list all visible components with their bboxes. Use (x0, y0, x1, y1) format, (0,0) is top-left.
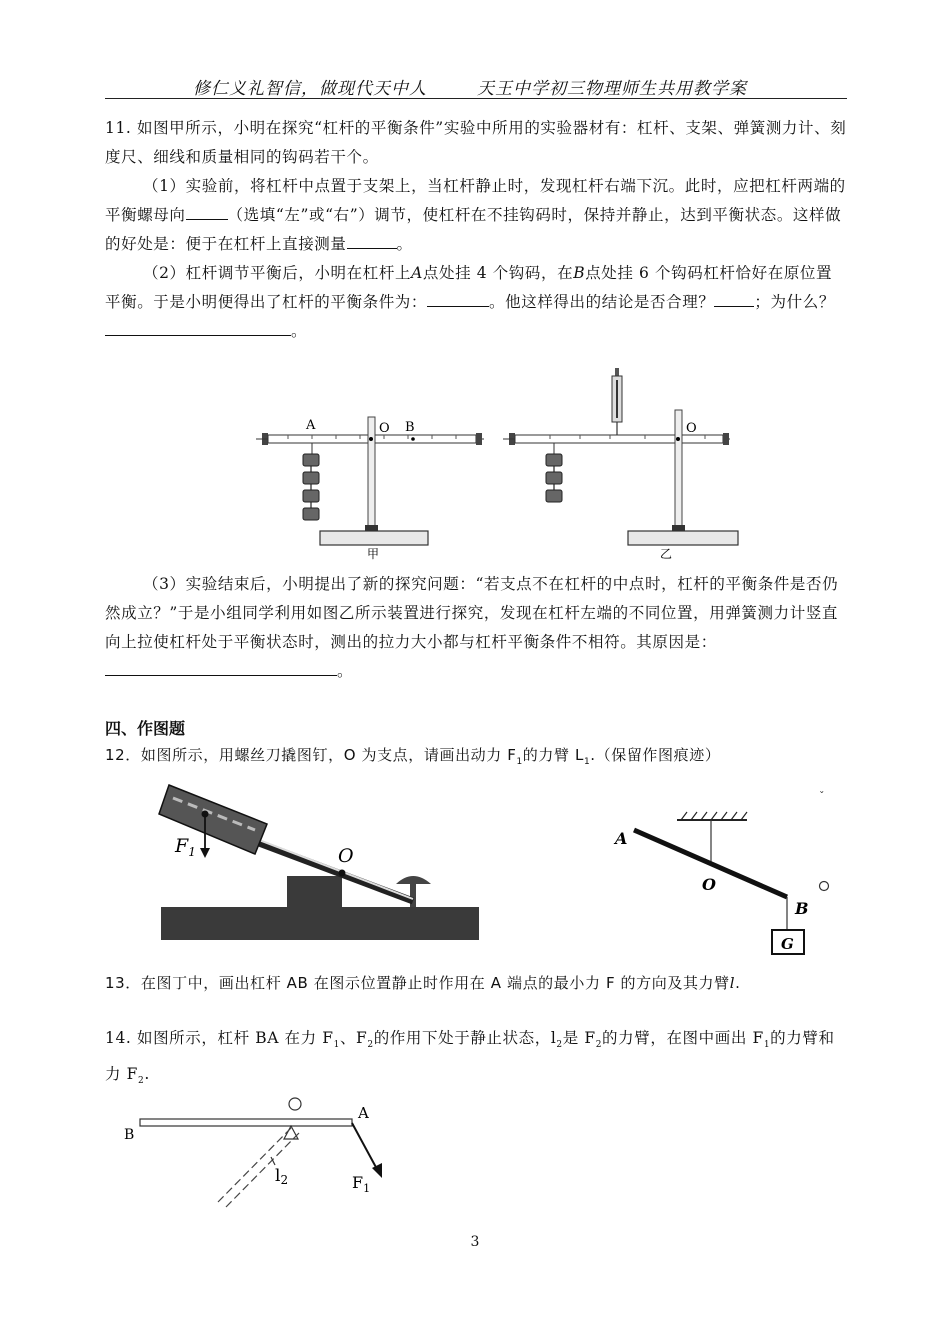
q11-p1-text-c: 。 (396, 235, 413, 253)
q14-t1: 14. 如图所示，杠杆 BA 在力 F (105, 1029, 334, 1047)
fig-label-o2: O (686, 421, 697, 436)
q11-blank-condition[interactable] (427, 292, 489, 307)
fig-label-b: B (405, 420, 415, 435)
fig-label-b-q14: B (124, 1127, 135, 1143)
q11-p2-text-b: 点处挂 4 个钩码，在 (422, 264, 574, 282)
q11-blank-measure[interactable] (347, 234, 397, 249)
fig-label-o: O (379, 421, 390, 436)
q11-blank-reason[interactable] (105, 661, 337, 676)
q11-part3 (105, 570, 847, 686)
q11-blank-direction[interactable] (186, 205, 228, 220)
hanging-lever-figure (605, 790, 845, 960)
fig-label-o-hang: O (702, 875, 716, 894)
q11-p2-text-d: 。他这样得出的结论是否合理？ (489, 293, 715, 311)
q11-part1 (105, 172, 847, 259)
q12-text-a: 12．如图所示，用螺丝刀撬图钉，O 为支点，请画出动力 F (105, 746, 517, 764)
q11-blank-why[interactable] (105, 321, 291, 336)
fig-label-a-hang: A (615, 829, 628, 848)
q11-p1-text-a: （1）实验前，将杠杆中点置于支架上，当杠杆静止时，发现杠杆右端下沉。此时，应把杠杆两端的平衡螺母向 (105, 177, 846, 224)
figure-yi (503, 368, 738, 561)
section-title: 四、作图题 (105, 719, 186, 738)
q14-lever-figure (120, 1090, 400, 1210)
q11-p3-text-a: （3）实验结束后，小明提出了新的探究问题：“若支点不在杠杆的中点时，杠杆的平衡条件是否仍然成立？”于是小组同学利用如图乙所示装置进行探究，发现在杠杆左端的不同位置，用弹簧测力计竖直向上拉使杠杆处于平衡状态时，测出的拉力大小都与杠杆平衡条件不相符。其原因是： (105, 575, 839, 651)
q11-p2-text-f: 。 (291, 322, 308, 340)
fig-label-g: G (781, 935, 794, 953)
q14-t7: . (144, 1065, 150, 1084)
q14-s1: 1 (333, 1040, 340, 1051)
svg-text:ˇ: ˇ (819, 790, 825, 803)
q14-t6: 的力臂和力 F (105, 1029, 835, 1084)
fig-label-a-q14: A (358, 1104, 369, 1122)
q14-s5: 1 (763, 1040, 771, 1051)
q14-s4: 2 (595, 1040, 603, 1051)
fig-label-jia: 甲 (367, 547, 380, 561)
q11-p1-text-b: （选填“左”或“右”）调节，使杠杆在不挂钩码时，保持并静止，达到平衡状态。这样做的好处是：便于在杠杆上直接测量 (105, 206, 842, 253)
q14-t2: 、F (339, 1029, 368, 1047)
header-motto: 修仁义礼智信，做现代天中人 (193, 79, 427, 99)
q12-text (105, 741, 847, 777)
q11-blank-reasonable[interactable] (714, 292, 754, 307)
fig-label-f1-q14: $F_1$ (352, 1173, 371, 1195)
q12-text-c: .（保留作图痕迹） (590, 746, 721, 764)
q14-t5: 的力臂，在图中画出 F (602, 1029, 764, 1047)
q13-text-main: 13．在图丁中，画出杠杆 AB 在图示位置静止时作用在 A 端点的最小力 F 的方向及其力臂 (105, 974, 730, 992)
screwdriver-figure (155, 780, 490, 945)
q12-sub-2: 1 (583, 757, 591, 767)
q12-text-b: 的力臂 L (522, 746, 584, 764)
q12-sub-1: 1 (516, 757, 523, 767)
fig-label-a: A (306, 418, 316, 433)
q14-t3: 的作用下处于静止状态，l (373, 1029, 557, 1047)
fig-label-yi: 乙 (660, 547, 673, 561)
q11-p2-text-c: 点处挂 6 个钩码杠杆恰好在原位置平衡。于是小明便得出了杠杆的平衡条件为： (105, 264, 833, 311)
fig-label-o-screw: O (338, 845, 354, 867)
q14-t4: 是 F (562, 1029, 596, 1047)
q13-end: . (735, 974, 741, 992)
q11-p2-text-a: （2）杠杆调节平衡后，小明在杠杆上 (143, 264, 412, 282)
q14-s6: 2 (137, 1076, 145, 1087)
fig-label-l2: l2 (275, 1166, 289, 1187)
q11-part2 (105, 259, 847, 346)
page-number: 3 (470, 1234, 480, 1250)
fig-label-b-hang: B (795, 899, 809, 918)
q11-p2-point-a: A (411, 264, 423, 282)
header-school: 天王中学初三物理师生共用教学案 (477, 79, 747, 99)
q11-p2-text-e: ；为什么？ (754, 293, 835, 311)
q13-l: l (729, 974, 736, 992)
q11-p2-point-b: B (573, 264, 586, 282)
q11-lever-figure (250, 362, 740, 562)
q14-s2: 2 (367, 1040, 374, 1051)
page-header (105, 72, 847, 99)
q13-text (105, 969, 847, 998)
q11-intro: 11. 如图甲所示，小明在探究“杠杆的平衡条件”实验中所用的实验器材有：杠杆、支架、弹簧测力计、刻度尺、细线和质量相同的钩码若干个。 (105, 119, 847, 166)
q14-text (105, 1024, 847, 1096)
q14-s3: 2 (556, 1040, 563, 1051)
fig-label-f1: $F_1$ (175, 835, 196, 859)
q11-p3-text-b: 。 (337, 662, 354, 680)
figure-jia (256, 417, 484, 561)
